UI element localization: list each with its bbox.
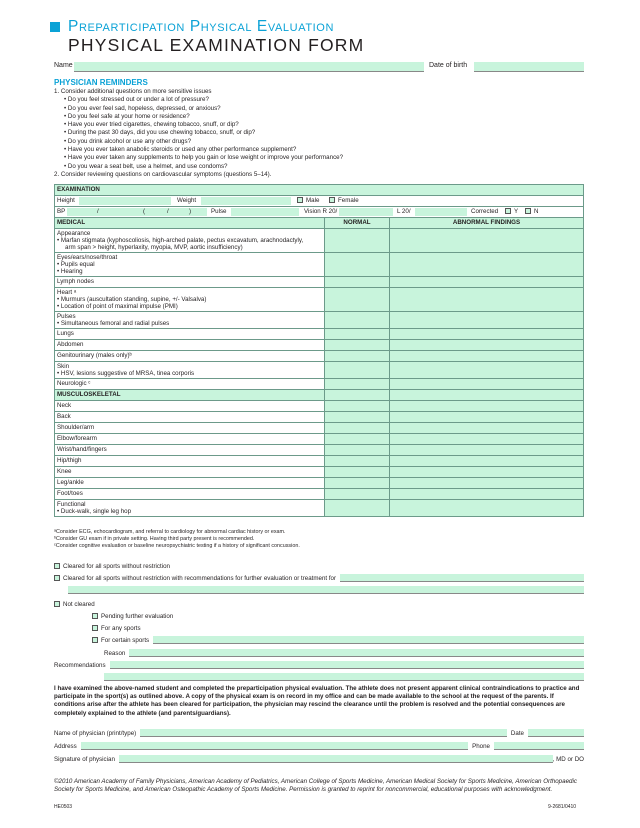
copyright-notice: ©2010 American Academy of Family Physicians, American Academy of Pediatrics, American College of Sports Medicine, American Medical Society for Sports Medicine, American Orthopaedic Society for Sports Medicine, and American Osteopathic Academy of Sports Medicine. Permission is granted to reprint for noncommercial, educational purposes with acknowledgment. <box>54 778 577 793</box>
cleared-checkbox[interactable] <box>54 563 60 569</box>
abnormal-cell[interactable] <box>390 288 584 312</box>
not-cleared-option[interactable] <box>54 599 174 609</box>
bp-vision-row <box>55 207 584 218</box>
y-box[interactable] <box>505 208 511 214</box>
corrected-label: Corrected <box>471 208 499 215</box>
cleared-rec-line2 <box>54 585 584 595</box>
row-label: Leg/ankle <box>55 478 325 489</box>
normal-cell[interactable] <box>325 253 390 277</box>
abnormal-cell[interactable] <box>390 229 584 253</box>
female-box[interactable] <box>329 197 335 203</box>
certain-sports-checkbox[interactable] <box>92 637 98 643</box>
recommendations-field[interactable] <box>110 661 584 669</box>
abnormal-cell[interactable] <box>390 500 584 517</box>
corrected-y-checkbox[interactable] <box>505 208 518 215</box>
header-title-line2: PHYSICAL EXAMINATION FORM <box>68 35 365 55</box>
any-sports-option[interactable] <box>92 623 242 633</box>
reminder-sub: • Have you ever taken any supplements to help you gain or lose weight or improve your performance? <box>54 154 594 162</box>
footnote-b: ᵇConsider GU exam if in private setting. Having third party present is recommended. <box>54 536 255 542</box>
normal-cell[interactable] <box>325 489 390 500</box>
bp-label: BP <box>57 208 66 215</box>
male-checkbox[interactable] <box>297 197 319 204</box>
abnormal-cell[interactable] <box>390 277 584 288</box>
normal-cell[interactable] <box>325 423 390 434</box>
row-label: Lungs <box>55 329 325 340</box>
normal-cell[interactable] <box>325 500 390 517</box>
certain-sports-label: For certain sports <box>101 636 150 644</box>
abnormal-cell[interactable] <box>390 379 584 390</box>
reminder-sub: • Do you drink alcohol or use any other drugs? <box>54 138 594 146</box>
abnormal-header: ABNORMAL FINDINGS <box>390 218 584 229</box>
musculoskeletal-header: MUSCULOSKELETAL <box>55 390 325 401</box>
row-detail: • Pupils equal <box>57 261 95 268</box>
pending-checkbox[interactable] <box>92 613 98 619</box>
reminder-item-1: 1. Consider additional questions on more sensitive issues <box>54 88 212 95</box>
msk-row <box>55 434 584 445</box>
not-cleared-label: Not cleared <box>63 600 95 608</box>
exam-row-skin <box>55 362 584 379</box>
pending-label: Pending further evaluation <box>101 612 174 620</box>
row-label: Functional <box>57 501 86 508</box>
row-label: Pulses <box>57 313 76 320</box>
cleared-rec-checkbox[interactable] <box>54 575 60 581</box>
reminder-sub: • Have you ever tried cigarettes, chewing tobacco, snuff, or dip? <box>54 121 594 129</box>
reason-label: Reason <box>104 649 126 657</box>
row-label: Knee <box>55 467 325 478</box>
abnormal-cell[interactable] <box>390 445 584 456</box>
y-label: Y <box>514 208 519 215</box>
pulse-field[interactable] <box>231 208 299 216</box>
any-sports-label: For any sports <box>101 624 141 632</box>
vision-l-label: L 20/ <box>397 208 411 215</box>
weight-field[interactable] <box>201 197 291 205</box>
msk-row <box>55 401 584 412</box>
physician-name-row <box>54 728 584 738</box>
name-row <box>54 62 584 74</box>
exam-row-gu <box>55 351 584 362</box>
normal-header: NORMAL <box>325 218 390 229</box>
reminder-sub: • Do you ever feel sad, hopeless, depressed, or anxious? <box>54 105 594 113</box>
row-label: Shoulder/arm <box>55 423 325 434</box>
exam-row-lymph <box>55 277 584 288</box>
reason-row <box>104 648 584 658</box>
row-label: Elbow/forearm <box>55 434 325 445</box>
row-label: Skin <box>57 363 70 370</box>
exam-row-lungs <box>55 329 584 340</box>
md-do-suffix: , MD or DO <box>552 755 584 763</box>
row-detail: • Location of point of maximal impulse (PMI) <box>57 303 178 310</box>
normal-cell[interactable] <box>325 379 390 390</box>
cleared-rec-label: Cleared for all sports without restriction with recommendations for further evaluation or treatment for <box>63 574 337 582</box>
cleared-rec-field[interactable] <box>340 574 584 582</box>
row-label: Foot/toes <box>55 489 325 500</box>
abnormal-cell[interactable] <box>390 467 584 478</box>
row-label: Lymph nodes <box>55 277 325 288</box>
signature-label: Signature of physician <box>54 755 115 763</box>
vision-r-field[interactable] <box>339 208 393 216</box>
normal-cell[interactable] <box>325 351 390 362</box>
name-field[interactable] <box>74 62 424 72</box>
row-label: Abdomen <box>55 340 325 351</box>
phone-field[interactable] <box>494 742 584 750</box>
pending-option[interactable] <box>92 611 242 621</box>
msk-row <box>55 456 584 467</box>
n-box[interactable] <box>525 208 531 214</box>
header-square-icon <box>50 22 60 32</box>
msk-row-functional <box>55 500 584 517</box>
row-detail: • Hearing <box>57 268 83 275</box>
vision-l-field[interactable] <box>415 208 467 216</box>
normal-cell[interactable] <box>325 362 390 379</box>
recommendations-field-2[interactable] <box>104 673 584 681</box>
footnote-c: ᶜConsider cognitive evaluation or baseline neuropsychiatric testing if a history of significant concussion. <box>54 543 300 549</box>
normal-cell[interactable] <box>325 401 390 412</box>
abnormal-cell[interactable] <box>390 329 584 340</box>
reminder-sub: • Do you wear a seat belt, use a helmet, and use condoms? <box>54 163 594 171</box>
row-detail: arm span > height, hyperlaxity, myopia, MVP, aortic insufficiency) <box>65 244 243 251</box>
signature-field[interactable] <box>119 755 553 763</box>
height-label: Height <box>57 197 75 204</box>
corrected-n-checkbox[interactable] <box>525 208 538 215</box>
certain-sports-field[interactable] <box>153 636 584 644</box>
reminder-sub: • Have you ever taken anabolic steroids or used any other performance supplement? <box>54 146 594 154</box>
row-label: Heart ᵃ <box>57 289 77 296</box>
normal-cell[interactable] <box>325 478 390 489</box>
reminder-sub: • Do you feel stressed out or under a lot of pressure? <box>54 96 594 104</box>
abnormal-cell[interactable] <box>390 253 584 277</box>
dob-field[interactable] <box>474 62 584 72</box>
form-code-right: 9-2681/0410 <box>548 804 577 810</box>
bp-slash-2: / <box>167 208 169 215</box>
normal-cell[interactable] <box>325 312 390 329</box>
row-label: Hip/thigh <box>55 456 325 467</box>
vision-r-label: Vision R 20/ <box>304 208 338 215</box>
exam-row-pulses <box>55 312 584 329</box>
reason-field[interactable] <box>129 649 584 657</box>
row-label: Genitourinary (males only)ᵇ <box>55 351 325 362</box>
bp-slash: / <box>97 208 99 215</box>
physician-name-label: Name of physician (print/type) <box>54 729 137 737</box>
row-label: Back <box>55 412 325 423</box>
footnotes <box>54 529 300 550</box>
date-label: Date <box>510 729 524 737</box>
address-row <box>54 741 584 751</box>
height-field[interactable] <box>79 197 171 205</box>
row-label: Appearance <box>57 230 91 237</box>
abnormal-cell[interactable] <box>390 401 584 412</box>
exam-row-neuro <box>55 379 584 390</box>
physician-statement: I have examined the above-named student and completed the preparticipation physical evaluation. The athlete does not present apparent clinical contraindications to practice and participate in the sport(s) as outlined above. A copy of the physical exam is on record in my office and can be made available to the school at the request of the parents. If conditions arise after the athlete has been cleared for participation, the physician may rescind the clearance until the problem is resolved and the potential consequences are completely explained to the athlete (and parents/guardians). <box>54 685 580 717</box>
n-label: N <box>534 208 539 215</box>
date-field[interactable] <box>528 729 584 737</box>
not-cleared-checkbox[interactable] <box>54 601 60 607</box>
normal-cell[interactable] <box>325 229 390 253</box>
msk-row <box>55 445 584 456</box>
weight-label: Weight <box>177 197 197 204</box>
normal-cell[interactable] <box>325 277 390 288</box>
form-code-left: HE0503 <box>54 804 73 810</box>
normal-cell[interactable] <box>325 329 390 340</box>
abnormal-cell[interactable] <box>390 362 584 379</box>
recommendations-label: Recommendations <box>54 661 106 669</box>
row-label: Neurologic ᶜ <box>55 379 325 390</box>
phone-label: Phone <box>472 742 490 750</box>
abnormal-cell[interactable] <box>390 340 584 351</box>
normal-cell[interactable] <box>325 340 390 351</box>
msk-row <box>55 467 584 478</box>
dob-label: Date of birth <box>429 62 468 69</box>
msk-row <box>55 489 584 500</box>
cleared-option[interactable] <box>54 561 254 571</box>
physician-reminders-title: PHYSICIAN REMINDERS <box>54 78 148 87</box>
reminder-item-2: 2. Consider reviewing questions on cardiovascular symptoms (questions 5–14). <box>54 170 272 178</box>
header-title-line1: Preparticipation Physical Evaluation <box>68 18 334 35</box>
male-box[interactable] <box>297 197 303 203</box>
row-detail: • Murmurs (auscultation standing, supine, +/- Valsalva) <box>57 296 207 303</box>
abnormal-cell[interactable] <box>390 434 584 445</box>
signature-row <box>54 754 584 764</box>
bp-paren-open: ( <box>143 208 146 215</box>
abnormal-cell[interactable] <box>390 412 584 423</box>
msk-row <box>55 412 584 423</box>
name-label: Name <box>54 62 73 69</box>
examination-table <box>54 184 584 517</box>
abnormal-cell[interactable] <box>390 351 584 362</box>
row-detail: • Marfan stigmata (kyphoscoliosis, high-arched palate, pectus excavatum, arachnodactyly, <box>57 237 304 244</box>
reminder-sub: • Do you feel safe at your home or residence? <box>54 113 594 121</box>
recommendations-line2 <box>54 672 584 682</box>
abnormal-cell[interactable] <box>390 489 584 500</box>
row-detail: • HSV, lesions suggestive of MRSA, tinea corporis <box>57 370 195 377</box>
reminders-list <box>54 88 594 179</box>
any-sports-checkbox[interactable] <box>92 625 98 631</box>
cleared-rec-field-2[interactable] <box>68 586 584 594</box>
physician-name-field[interactable] <box>140 729 507 737</box>
row-label: Eyes/ears/nose/throat <box>57 254 118 261</box>
normal-cell[interactable] <box>325 456 390 467</box>
male-label: Male <box>306 197 320 204</box>
normal-cell[interactable] <box>325 288 390 312</box>
examination-header: EXAMINATION <box>55 185 584 196</box>
pulse-label: Pulse <box>211 208 227 215</box>
footnote-a: ᵃConsider ECG, echocardiogram, and referral to cardiology for abnormal cardiac history or exam. <box>54 529 286 535</box>
address-field[interactable] <box>81 742 468 750</box>
address-label: Address <box>54 742 77 750</box>
normal-cell[interactable] <box>325 434 390 445</box>
msk-row <box>55 478 584 489</box>
msk-row <box>55 423 584 434</box>
exam-row-eyes <box>55 253 584 277</box>
recommendations-row <box>54 660 584 670</box>
exam-row-abdomen <box>55 340 584 351</box>
abnormal-cell[interactable] <box>390 478 584 489</box>
exam-row-appearance <box>55 229 584 253</box>
exam-row-heart <box>55 288 584 312</box>
height-weight-row <box>55 196 584 207</box>
reminder-sub: • During the past 30 days, did you use chewing tobacco, snuff, or dip? <box>54 129 594 137</box>
abnormal-cell[interactable] <box>390 456 584 467</box>
normal-cell[interactable] <box>325 445 390 456</box>
bp-field[interactable] <box>67 208 207 216</box>
normal-cell[interactable] <box>325 467 390 478</box>
abnormal-cell[interactable] <box>390 312 584 329</box>
female-label: Female <box>338 197 359 204</box>
row-label: Wrist/hand/fingers <box>55 445 325 456</box>
cleared-rec-option[interactable] <box>54 573 584 583</box>
row-detail: • Simultaneous femoral and radial pulses <box>57 320 170 327</box>
female-checkbox[interactable] <box>329 197 359 204</box>
certain-sports-option[interactable] <box>92 635 584 645</box>
medical-header: MEDICAL <box>55 218 325 229</box>
cleared-label: Cleared for all sports without restriction <box>63 562 170 570</box>
abnormal-cell[interactable] <box>390 423 584 434</box>
row-label: Neck <box>55 401 325 412</box>
row-detail: • Duck-walk, single leg hop <box>57 508 132 515</box>
normal-cell[interactable] <box>325 412 390 423</box>
bp-paren-close: ) <box>189 208 192 215</box>
